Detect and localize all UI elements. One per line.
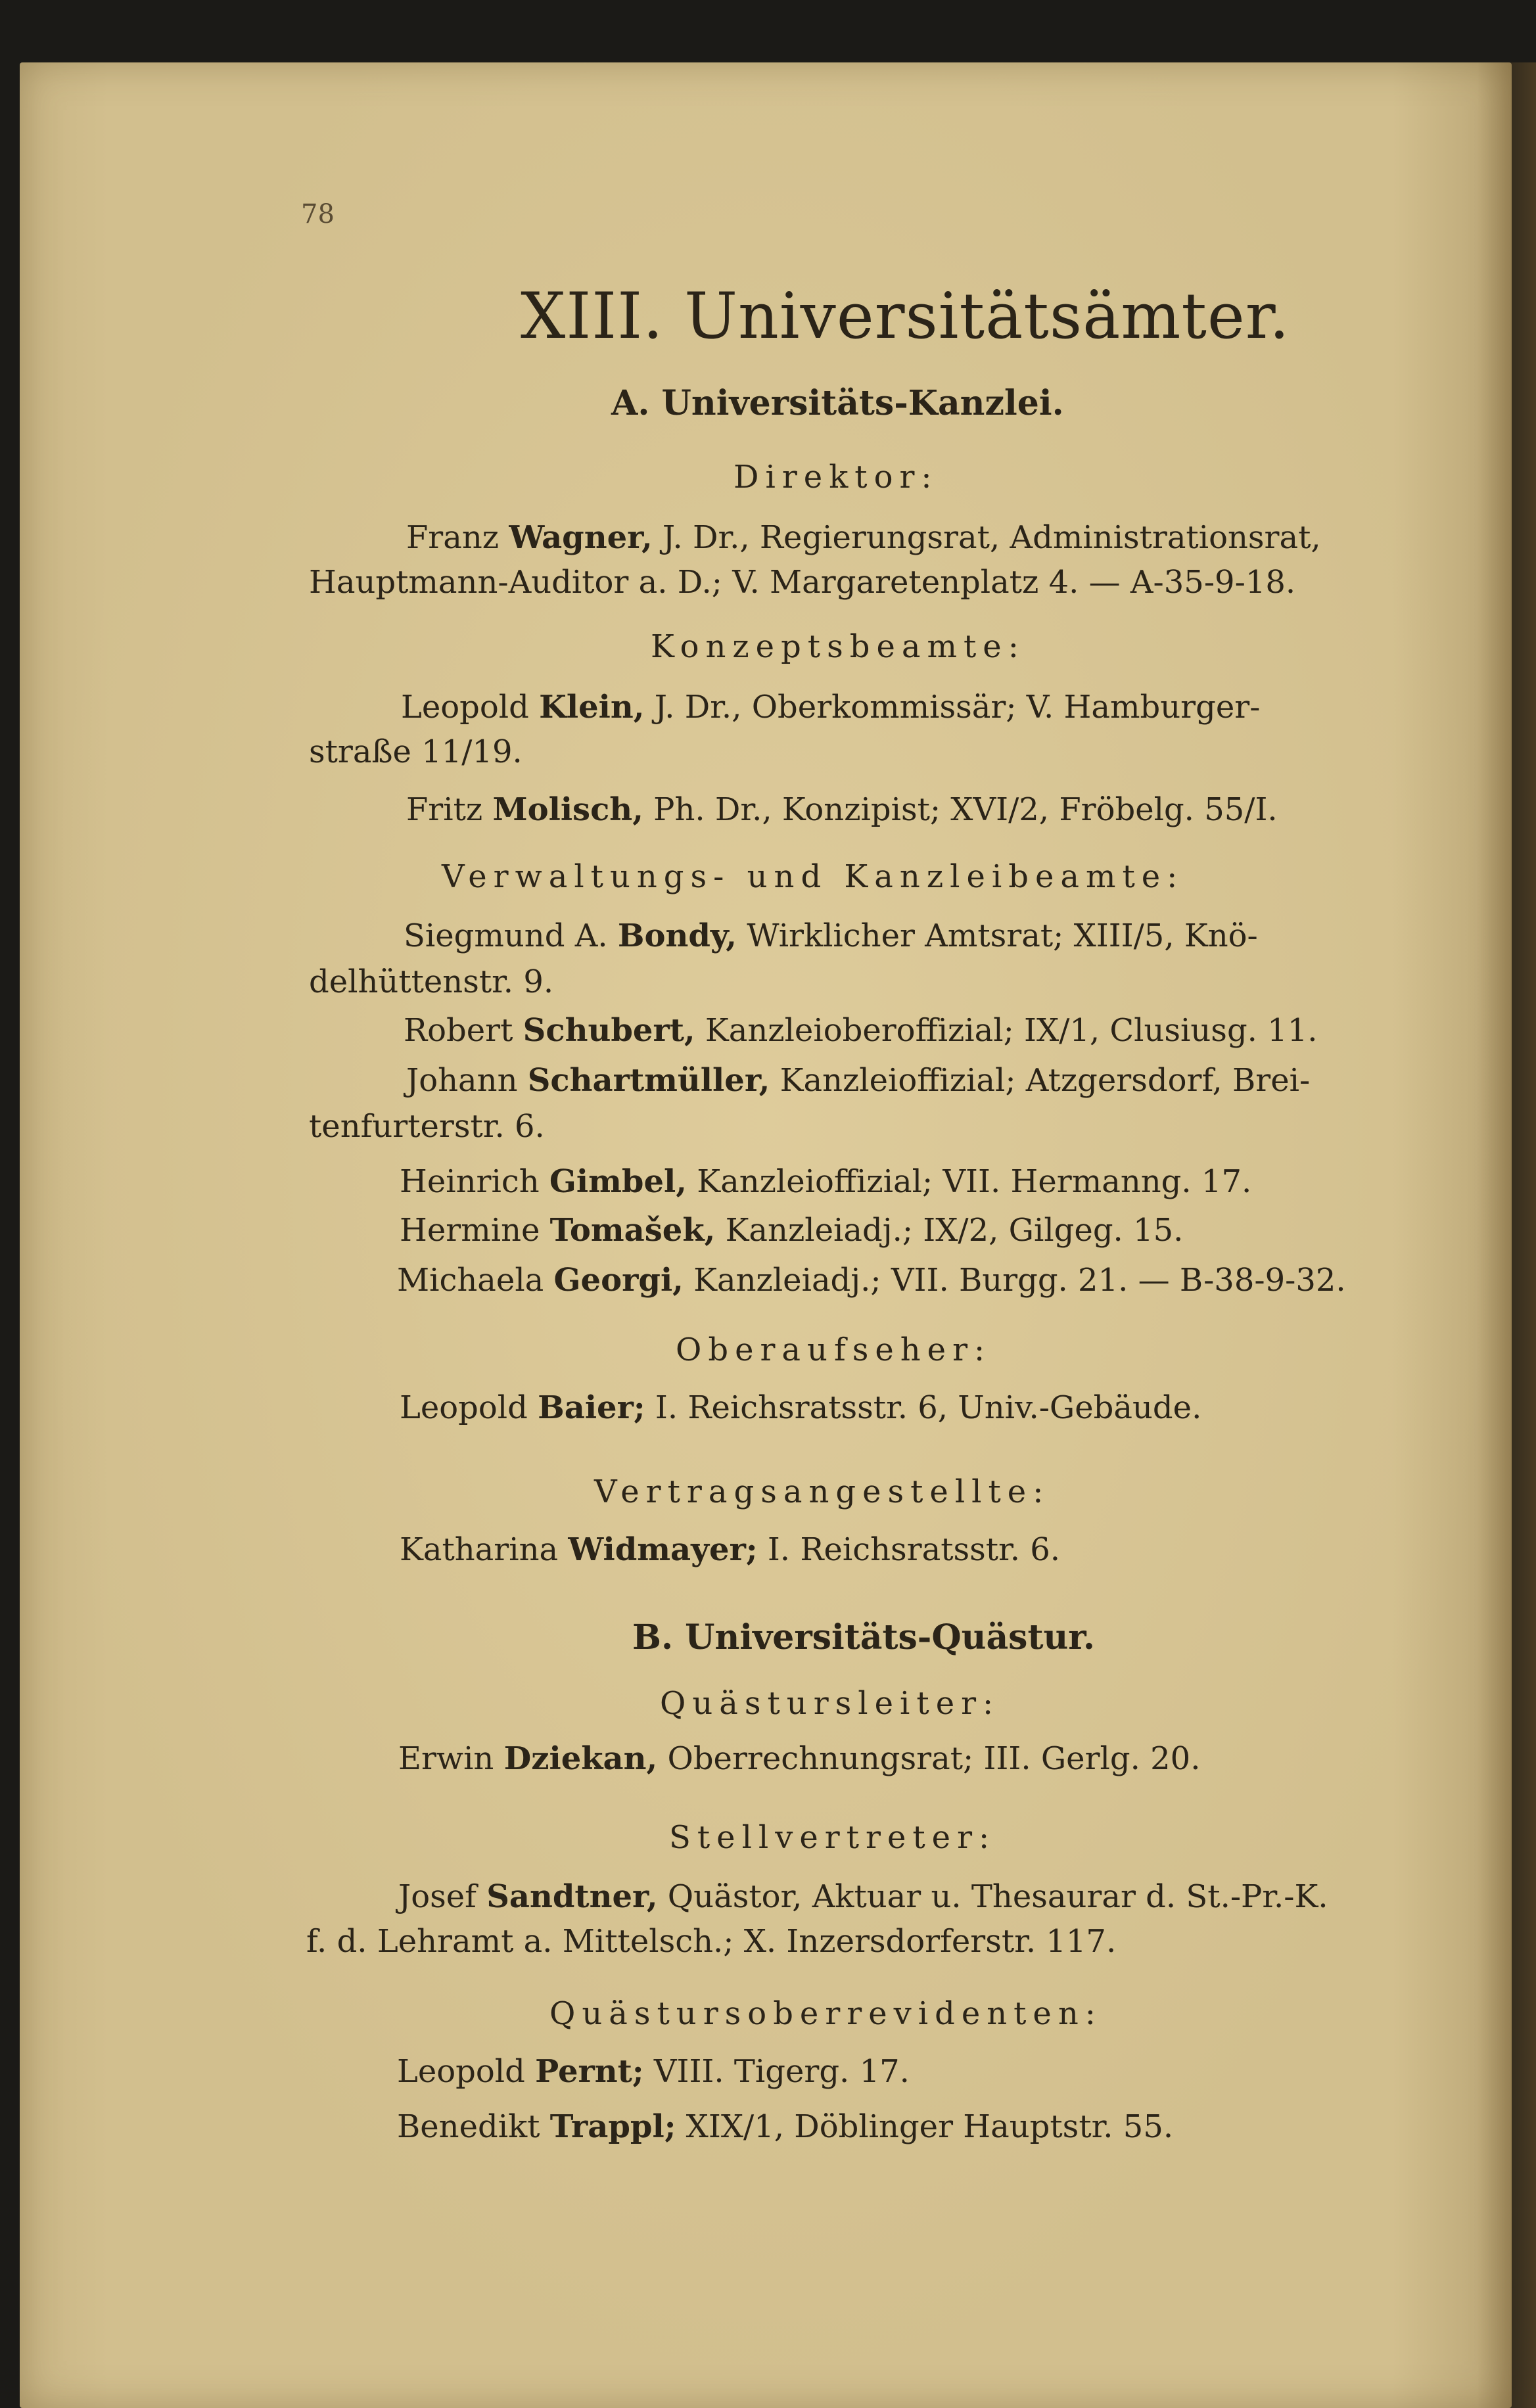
surname-sandtner: Sandtner, (486, 1878, 658, 1915)
entry-baier: Leopold Baier; I. Reichsratsstr. 6, Univ.-Gebäude. (400, 1389, 1202, 1426)
entry-wagner-line2: Hauptmann-Auditor a. D.; V. Margaretenplatz 4. — A-35-9-18. (309, 564, 1296, 601)
heading-verwaltungs-kanzleibeamte: Verwaltungs- und Kanzleibeamte: (442, 858, 1184, 895)
heading-quaestursoberrevidenten: Quästursoberrevidenten: (549, 1995, 1102, 2032)
entry-molisch: Fritz Molisch, Ph. Dr., Konzipist; XVI/2, Fröbelg. 55/I. (406, 791, 1278, 828)
entry-schartmueller-line1: Johann Schartmüller, Kanzleioffizial; Atzgersdorf, Brei- (406, 1062, 1311, 1099)
surname-widmayer: Widmayer; (568, 1531, 758, 1568)
entry-georgi: Michaela Georgi, Kanzleiadj.; VII. Burgg. 21. — B-38-9-32. (397, 1262, 1346, 1299)
entry-wagner-line1: Franz Wagner, J. Dr., Regierungsrat, Administrationsrat, (406, 519, 1321, 556)
heading-stellvertreter: Stellvertreter: (669, 1819, 996, 1856)
surname-pernt: Pernt; (535, 2053, 644, 2090)
entry-schubert: Robert Schubert, Kanzleioberoffizial; IX/1, Clusiusg. 11. (404, 1012, 1318, 1049)
surname-molisch: Molisch, (492, 791, 643, 828)
entry-tomasek: Hermine Tomašek, Kanzleiadj.; IX/2, Gilgeg. 15. (400, 1212, 1184, 1249)
section-a-title: A. Universitäts-Kanzlei. (611, 383, 1064, 423)
surname-klein: Klein, (539, 689, 645, 726)
entry-dziekan: Erwin Dziekan, Oberrechnungsrat; III. Gerlg. 20. (398, 1740, 1201, 1777)
surname-trappl: Trappl; (549, 2108, 676, 2145)
surname-bondy: Bondy, (617, 917, 737, 954)
section-b-title: B. Universitäts-Quästur. (632, 1617, 1096, 1657)
surname-tomasek: Tomašek, (549, 1212, 716, 1249)
surname-wagner: Wagner, (509, 519, 653, 556)
entry-klein-line2: straße 11/19. (309, 733, 523, 770)
entry-bondy-line1: Siegmund A. Bondy, Wirklicher Amtsrat; XIII/5, Knö- (404, 917, 1258, 954)
heading-direktor: Direktor: (733, 459, 939, 496)
chapter-title: XIII. Universitätsämter. (521, 279, 1290, 353)
entry-sandtner-line1: Josef Sandtner, Quästor, Aktuar u. Thesaurar d. St.-Pr.-K. (398, 1878, 1328, 1915)
surname-schartmueller: Schartmüller, (527, 1062, 770, 1099)
heading-vertragsangestellte: Vertragsangestellte: (594, 1473, 1050, 1510)
page-edge-shadow (1477, 62, 1536, 2408)
surname-gimbel: Gimbel, (549, 1163, 687, 1200)
entry-trappl: Benedikt Trappl; XIX/1, Döblinger Hauptstr. 55. (397, 2108, 1174, 2145)
entry-widmayer: Katharina Widmayer; I. Reichsratsstr. 6. (400, 1531, 1061, 1568)
surname-dziekan: Dziekan, (503, 1740, 658, 1777)
surname-baier: Baier; (538, 1389, 645, 1426)
page-number: 78 (301, 199, 335, 229)
heading-quaestursleiter: Quästursleiter: (660, 1685, 1000, 1722)
entry-sandtner-line2: f. d. Lehramt a. Mittelsch.; X. Inzersdorferstr. 117. (306, 1923, 1117, 1960)
surname-georgi: Georgi, (553, 1262, 684, 1299)
entry-gimbel: Heinrich Gimbel, Kanzleioffizial; VII. Hermanng. 17. (400, 1163, 1252, 1200)
entry-pernt: Leopold Pernt; VIII. Tigerg. 17. (397, 2053, 910, 2090)
entry-bondy-line2: delhüttenstr. 9. (309, 963, 554, 1000)
entry-klein-line1: Leopold Klein, J. Dr., Oberkommissär; V. Hamburger- (401, 689, 1261, 726)
entry-schartmueller-line2: tenfurterstr. 6. (309, 1108, 545, 1145)
heading-konzeptsbeamte: Konzeptsbeamte: (651, 628, 1025, 665)
surname-schubert: Schubert, (523, 1012, 695, 1049)
heading-oberaufseher: Oberaufseher: (676, 1331, 992, 1368)
